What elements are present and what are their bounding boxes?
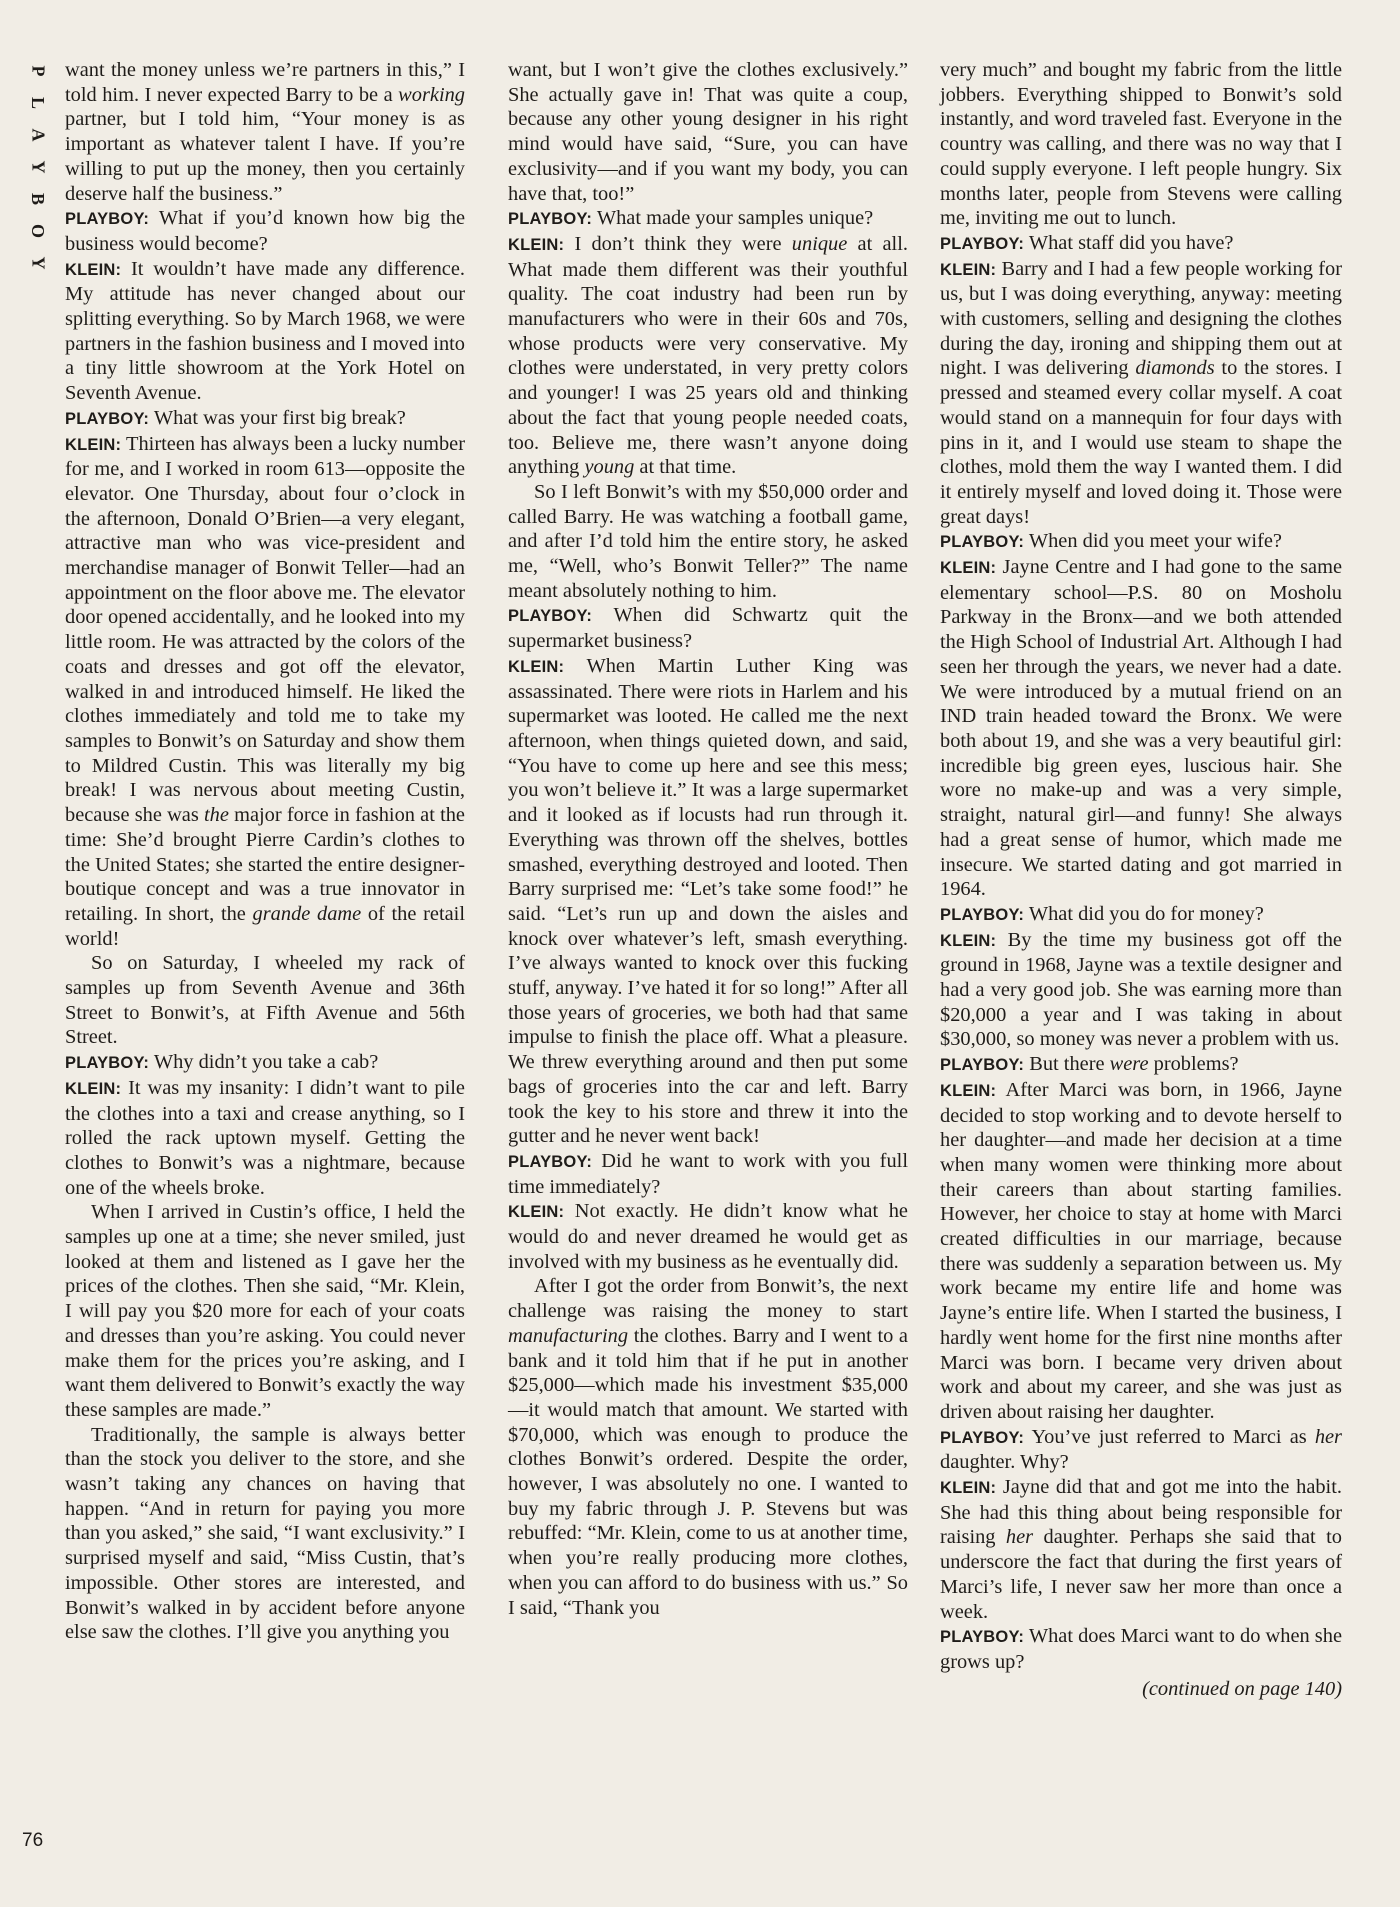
speaker-label: PLAYBOY: (65, 210, 150, 229)
interview-paragraph: KLEIN: After Marci was born, in 1966, Jayne decided to stop working and to devote herself to her daughter—and made her decision at a time when many women were thinking more about their careers than about starting families. However, her choice to stay at home with Marci created difficulties in our marriage, because there was suddenly a separation between us. My work became my entire life and home was Jayne’s entire life. When I started the business, I hardly went home for the first nine months after Marci was born. I became very driven about work and about my career, and she was just as driven about raising her daughter. (940, 1078, 1342, 1423)
speaker-label: PLAYBOY: (508, 1152, 593, 1171)
sidebar-letter: A (28, 128, 48, 142)
speaker-label: PLAYBOY: (940, 1428, 1025, 1447)
interview-paragraph: PLAYBOY: When did Schwartz quit the supermarket business? (508, 604, 908, 653)
sidebar-letter: O (27, 223, 48, 239)
speaker-label: KLEIN: (65, 435, 122, 454)
interview-paragraph: KLEIN: Not exactly. He didn’t know what he would do and never dreamed he would get as involved with my business as he eventually did. (508, 1200, 908, 1273)
speaker-label: KLEIN: (940, 931, 997, 950)
speaker-label: PLAYBOY: (508, 210, 593, 229)
interview-paragraph: PLAYBOY: Why didn’t you take a cab? (65, 1051, 379, 1074)
sidebar-letter: P (28, 65, 48, 77)
sidebar-letter: L (27, 96, 48, 110)
interview-paragraph: KLEIN: When Martin Luther King was assassinated. There were riots in Harlem and his supermarket was looted. He called me the next afternoon, when things quieted down, and said, “You have to come up here and see this mess; you won’t believe it.” It was a large supermarket and it looked as if locusts had run through it. Everything was thrown off the shelves, bottles smashed, everything destroyed and looted. Then Barry surprised me: “Let’s take some food!” he said. “Let’s run up and down the aisles and knock over whatever’s left, smash everything. I’ve always wanted to knock over this fucking stuff, anyway. I’ve hated it for so long!” After all those years of groceries, we both had that same impulse to finish the place off. What a pleasure. We threw everything around and then put some bags of groceries into the car and left. Barry took the key to his store and threw it into the gutter and he never went back! (508, 654, 908, 1148)
interview-paragraph: PLAYBOY: What was your first big break? (65, 406, 406, 429)
interview-paragraph: KLEIN: By the time my business got off the ground in 1968, Jayne was a textile designer and had a very good job. She was earning more than $20,000 a year and I was taking in about $30,000, so money was never a problem with us. (940, 928, 1342, 1051)
interview-paragraph: KLEIN: Jayne Centre and I had gone to the same elementary school—P.S. 80 on Mosholu Parkway in the Bronx—and we both attended the High School of Industrial Art. Although I had seen her through the years, we never had a date. We were introduced by a mutual friend on an IND train headed toward the Bronx. We were both about 19, and she was a very beautiful girl: incredible big green eyes, luscious hair. She wore no make-up and was a very simple, straight, natural girl—and funny! She always had a great sense of humor, which made me insecure. We started dating and got married in 1964. (940, 556, 1342, 901)
body-paragraph: want the money unless we’re partners in this,” I told him. I never expected Barry to be a working partner, but I told him, “Your money is as important as whatever talent I have. If you’re willing to put up the money, then you certainly deserve half the business.” (65, 59, 465, 205)
interview-paragraph: PLAYBOY: What does Marci want to do when she grows up? (940, 1625, 1342, 1673)
sidebar-letter: B (27, 192, 48, 206)
speaker-label: PLAYBOY: (508, 607, 593, 626)
speaker-label: KLEIN: (508, 235, 565, 254)
speaker-label: KLEIN: (940, 559, 997, 578)
speaker-label: KLEIN: (508, 657, 565, 676)
interview-paragraph: KLEIN: I don’t think they were unique at all. What made them different was their youthful quality. The coat industry had been run by manufacturers who were in their 60s and 70s, whose products were very conservative. My clothes were understated, in very pretty colors and younger! I was 25 years old and thinking about the fact that young people needed coats, too. Believe me, there wasn’t anyone doing anything young at that time. (508, 232, 908, 479)
body-paragraph: So on Saturday, I wheeled my rack of samples up from Seventh Avenue and 36th Street to Bonwit’s, at Fifth Avenue and 56th Street. (65, 952, 465, 1049)
speaker-label: KLEIN: (508, 1203, 565, 1222)
speaker-label: PLAYBOY: (940, 533, 1025, 552)
interview-paragraph: PLAYBOY: But there were problems? (940, 1053, 1239, 1076)
page-number: 76 (22, 1830, 44, 1851)
article-body (0, 58, 1400, 1858)
column-1 (65, 58, 465, 1645)
interview-paragraph: KLEIN: It was my insanity: I didn’t want to pile the clothes into a taxi and crease anything, so I rolled the rack uptown myself. Getting the clothes to Bonwit’s was a nightmare, because one of the wheels broke. (65, 1076, 465, 1199)
sidebar-letter: Y (28, 256, 48, 270)
speaker-label: KLEIN: (65, 260, 122, 279)
continued-note: (continued on page 140) (1142, 1677, 1342, 1700)
speaker-label: KLEIN: (65, 1079, 122, 1098)
interview-paragraph: PLAYBOY: You’ve just referred to Marci as her daughter. Why? (940, 1425, 1342, 1474)
interview-paragraph: PLAYBOY: What if you’d known how big the business would become? (65, 207, 465, 255)
interview-paragraph: PLAYBOY: What made your samples unique? (508, 207, 874, 230)
interview-paragraph: KLEIN: Jayne did that and got me into the habit. She had this thing about being responsible for raising her daughter. Perhaps she said that to underscore the fact that during the first years of Marci’s life, I never saw her more than once a week. (940, 1476, 1342, 1623)
speaker-label: PLAYBOY: (940, 234, 1025, 253)
body-paragraph: want, but I won’t give the clothes exclusively.” She actually gave in! That was quite a coup, because any other young designer in his right mind would have said, “Sure, you can have exclusivity—and if you want my body, you can have that, too!” (508, 59, 908, 205)
sidebar-letter: Y (28, 160, 48, 174)
interview-paragraph: PLAYBOY: What did you do for money? (940, 902, 1264, 925)
interview-paragraph: KLEIN: Thirteen has always been a lucky number for me, and I worked in room 613—opposite the elevator. One Thursday, about four o’clock in the afternoon, Donald O’Brien—a very elegant, attractive man who was vice-president and merchandise manager of Bonwit Teller—had an appointment on the floor above me. The elevator door opened accidentally, and he looked into my little room. He was attracted by the colors of the coats and dresses and got off the elevator, walked in and introduced himself. He liked the clothes immediately and told me to take my samples to Bonwit’s on Saturday and show them to Mildred Custin. This was literally my big break! I was nervous about meeting Custin, because she was the major force in fashion at the time: She’d brought Pierre Cardin’s clothes to the United States; she started the entire designer-boutique concept and was a true innovator in retailing. In short, the grande dame of the retail world! (65, 432, 465, 950)
body-paragraph: When I arrived in Custin’s office, I held the samples up one at a time; she never smiled, just looked at them and listened as I gave her the prices of the clothes. Then she said, “Mr. Klein, I will pay you $20 more for each of your coats and dresses than you’re asking. You could never make them for the prices you’re asking, and I want them delivered to Bonwit’s exactly the way these samples are made.” (65, 1201, 465, 1421)
speaker-label: PLAYBOY: (65, 409, 150, 428)
interview-paragraph: PLAYBOY: When did you meet your wife? (940, 530, 1282, 553)
interview-paragraph: KLEIN: Barry and I had a few people working for us, but I was doing everything, anyway: meeting with customers, selling and designing the clothes during the day, ironing and shipping them out at night. I was delivering diamonds to the stores. I pressed and steamed every collar myself. A coat would stand on a mannequin for four days with pins in it, and I would use steam to shape the clothes, mold them the way I wanted them. I did it entirely myself and loved doing it. Those were great days! (940, 257, 1343, 528)
speaker-label: KLEIN: (940, 260, 997, 279)
speaker-label: PLAYBOY: (940, 905, 1025, 924)
interview-paragraph: PLAYBOY: What staff did you have? (940, 231, 1234, 254)
column-3 (940, 58, 1342, 1701)
speaker-label: KLEIN: (940, 1479, 997, 1498)
column-2 (508, 58, 908, 1620)
body-paragraph: very much” and bought my fabric from the little jobbers. Everything shipped to Bonwit’s sold instantly, and word traveled fast. Everyone in the country was calling, and there was no way that I could supply everyone. I left people hungry. Six months later, people from Stevens were calling me, inviting me out to lunch. (940, 59, 1342, 230)
body-paragraph: Traditionally, the sample is always better than the stock you deliver to the store, and she wasn’t taking any chances on having that happen. “And in return for paying you more than you asked,” she said, “I want exclusivity.” I surprised myself and said, “Miss Custin, that’s impossible. Other stores are interested, and Bonwit’s walked in by accident before anyone else saw the clothes. I’ll give you anything you (65, 1423, 465, 1644)
speaker-label: PLAYBOY: (940, 1628, 1025, 1647)
interview-paragraph: KLEIN: It wouldn’t have made any difference. My attitude has never changed about our splitting everything. So by March 1968, we were partners in the fashion business and I moved into a tiny little showroom at the York Hotel on Seventh Avenue. (65, 257, 465, 405)
speaker-label: PLAYBOY: (65, 1054, 150, 1073)
body-paragraph: After I got the order from Bonwit’s, the next challenge was raising the money to start manufacturing the clothes. Barry and I went to a bank and it told him that if he put in another $25,000—which made his investment $35,000—it would match that amount. We started with $70,000, which was enough to produce the clothes Bonwit’s ordered. Despite the order, however, I was absolutely no one. I wanted to buy my fabric through J. P. Stevens but was rebuffed: “Mr. Klein, come to us at another time, when you’re really producing more clothes, when you can afford to do business with us.” So I said, “Thank you (508, 1275, 908, 1619)
speaker-label: PLAYBOY: (940, 1056, 1025, 1075)
body-paragraph: So I left Bonwit’s with my $50,000 order and called Barry. He was watching a football game, and after I’d told him the entire story, he asked me, “Well, who’s Bonwit Teller?” The name meant absolutely nothing to him. (508, 480, 908, 602)
speaker-label: KLEIN: (940, 1081, 997, 1100)
interview-paragraph: PLAYBOY: Did he want to work with you full time immediately? (508, 1149, 908, 1198)
